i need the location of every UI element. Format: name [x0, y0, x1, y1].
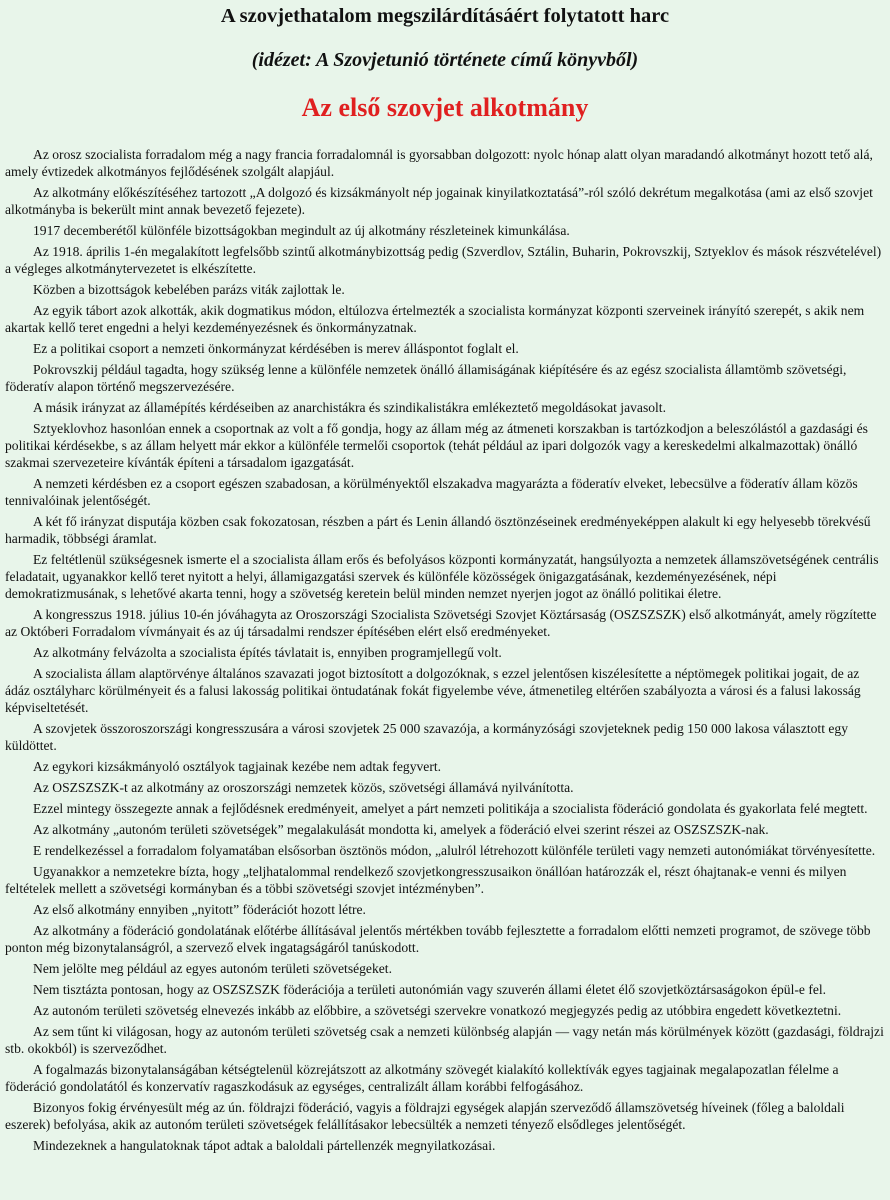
- paragraph: Sztyeklovhoz hasonlóan ennek a csoportnak az volt a fő gondja, hogy az állam még az átmeneti korszakban is tartózkodjon a beleszólástól a gazdasági és politikai kérdésekbe, s az állam helyett már ekkor a különféle termelői csoportok (tehát például az ipari dolgozók vagy a kereskedelmi alkalmazottak) önálló szakmai szervezeteire kívánták építeni a társadalom igazgatását.: [5, 421, 868, 470]
- paragraph: Az alkotmány „autonóm területi szövetségek” megalakulását mondotta ki, amelyek a föderáció elvei szerint részei az OSZSZSZK-nak.: [33, 822, 769, 837]
- paragraph: Ezzel mintegy összegezte annak a fejlődésnek eredményeit, amelyet a párt nemzeti politikája a szocialista föderáció gondolata és gyakorlata felé megtett.: [33, 801, 868, 816]
- paragraph: Az első alkotmány ennyiben „nyitott” föderációt hozott létre.: [33, 902, 366, 917]
- paragraph: Nem jelölte meg például az egyes autonóm területi szövetségeket.: [33, 961, 392, 976]
- paragraph: Pokrovszkij például tagadta, hogy szükség lenne a különféle nemzetek önálló államiságának kiépítésére és az egész szocialista államtömb szövetségi, föderatív alapon történő megszervezésére.: [5, 362, 847, 394]
- paragraph: Az orosz szocialista forradalom még a nagy francia forradalomnál is gyorsabban dolgozott: nyolc hónap alatt olyan maradandó alkotmányt hozott tető alá, amely évtizedek alkotmányos fejlődésének szolgált alapjául.: [5, 147, 873, 179]
- paragraph: 1917 decemberétől különféle bizottságokban megindult az új alkotmány részleteinek kimunkálása.: [33, 223, 570, 238]
- paragraph: Ugyanakkor a nemzetekre bízta, hogy „teljhatalommal rendelkező szovjetkongresszusaikon önállóan határozzák el, részt óhajtanak-e venni és milyen feltételek mellett a szövetségi kormányban és a többi szövetségi szovjet intézményben”.: [5, 864, 847, 896]
- body-text: [5, 146, 885, 1154]
- paragraph: Bizonyos fokig érvényesült még az ún. földrajzi föderáció, vagyis a földrajzi egységek alapján szerveződő államszövetség híveinek (főleg a baloldali eszerek) befolyása, akik az autonóm területi szövetségek felállításakor lebecsülték a nemzeti tényező elsődleges jelentőségét.: [5, 1100, 845, 1132]
- paragraph: Az 1918. április 1-én megalakított legfelsőbb szintű alkotmánybizottság pedig (Szverdlov, Sztálin, Buharin, Pokrovszkij, Sztyeklov és mások részvételével) a végleges alkotmánytervezetet is elkészítette.: [5, 244, 882, 276]
- paragraph: A fogalmazás bizonytalanságában kétségtelenül közrejátszott az alkotmány szövegét kialakító kollektívák egyes tagjainak megalapozatlan félelme a föderáció gondolatától és konzervatív ragaszkodásuk az egységes, centralizált állam korábbi felfogásához.: [5, 1062, 839, 1094]
- paragraph: Az egykori kizsákmányoló osztályok tagjainak kezébe nem adtak fegyvert.: [33, 759, 442, 774]
- paragraph: A másik irányzat az államépítés kérdéseiben az anarchistákra és szindikalistákra emlékeztető megoldásokat javasolt.: [33, 400, 666, 415]
- paragraph: Közben a bizottságok kebelében parázs viták zajlottak le.: [33, 282, 345, 297]
- paragraph: Nem tisztázta pontosan, hogy az OSZSZSZK föderációja a területi autonómián vagy szuverén állami életet élő szovjetköztársaságokon épül-e fel.: [33, 982, 827, 997]
- paragraph: Az sem tűnt ki világosan, hogy az autonóm területi szövetség csak a nemzeti különbség alapján — vagy netán más körülmények között (gazdasági, földrajzi stb. okokból) is szerveződhet.: [5, 1024, 884, 1056]
- document-title: A szovjethatalom megszilárdításáért folytatott harc: [220, 5, 670, 27]
- paragraph: Az autonóm területi szövetség elnevezés inkább az előbbire, a szövetségi szervekre vonatkozó megjegyzés pedig az utóbbira engedett következtetni.: [33, 1003, 842, 1018]
- section-title: Az első szovjet alkotmány: [301, 93, 589, 122]
- paragraph: E rendelkezéssel a forradalom folyamatában elsősorban ösztönös módon, „alulról létrehozott különféle területi vagy nemzeti autonómiákat törvényesítette.: [33, 843, 876, 858]
- document-subtitle: (idézet: A Szovjetunió története című könyvből): [251, 49, 639, 71]
- paragraph: Az egyik tábort azok alkották, akik dogmatikus módon, eltúlozva értelmezték a szocialista kormányzat központi szerveinek irányító szerepét, s akik nem akartak kellő teret engedni a helyi kezdeményezésnek és önkormányzatnak.: [5, 303, 865, 335]
- paragraph: Mindezeknek a hangulatoknak tápot adtak a baloldali pártellenzék megnyilatkozásai.: [33, 1138, 496, 1153]
- paragraph: Az alkotmány a föderáció gondolatának előtérbe állításával jelentős mértékben tovább fejlesztette a forradalom előtti nemzeti programot, de szövege több ponton még bizonytalanságról, a szervező elvek ingatagságáról tanúskodott.: [5, 923, 871, 955]
- paragraph: A szocialista állam alaptörvénye általános szavazati jogot biztosított a dolgozóknak, s ezzel jelentősen kiszélesítette a néptömegek politikai jogait, de az ádáz osztályharc körülményeit és a falusi lakosság politikai öntudatának fokát figyelembe véve, átmenetileg eltérően szabályozta a városi és a falusi lakosság képviseltetését.: [5, 666, 861, 715]
- paragraph: A két fő irányzat disputája közben csak fokozatosan, részben a párt és Lenin állandó ösztönzéseinek eredményeképpen alakult ki egy helyesebb törekvésű harmadik, többségi áramlat.: [5, 514, 871, 546]
- paragraph: A szovjetek összoroszországi kongresszusára a városi szovjetek 25 000 szavazója, a kormányzósági szovjeteknek pedig 150 000 lakosa választott egy küldöttet.: [5, 721, 849, 753]
- paragraph: Az alkotmány előkészítéséhez tartozott „A dolgozó és kizsákmányolt nép jogainak kinyilatkoztatásá”-ról szóló dekrétum megalkotása (ami az első szovjet alkotmányba is bekerült mint annak bevezető fejezete).: [5, 185, 873, 217]
- paragraph: Ez a politikai csoport a nemzeti önkormányzat kérdésében is merev álláspontot foglalt el.: [33, 341, 519, 356]
- paragraph: Az alkotmány felvázolta a szocialista építés távlatait is, ennyiben programjellegű volt.: [33, 645, 502, 660]
- paragraph: Az OSZSZSZK-t az alkotmány az oroszországi nemzetek közös, szövetségi államává nyilvánította.: [33, 780, 574, 795]
- paragraph: A nemzeti kérdésben ez a csoport egészen szabadosan, a körülményektől elszakadva magyarázta a föderatív elveket, lebecsülve a föderatív állam közös tennivalóinak jelentőségét.: [5, 476, 858, 508]
- paragraph: Ez feltétlenül szükségesnek ismerte el a szocialista állam erős és befolyásos központi kormányzatát, hangsúlyozta a nemzetek államszövetségének centrális feladatait, ugyanakkor kellő teret nyitott a helyi, államigazgatási szervek és különféle közösségek önigazgatásának, kezdeményezésének, népi demokratizmusának, s lehetővé akarta tenni, hogy a szövetség keretein belül minden nemzet nyerjen jogot az önálló politikai életre.: [5, 552, 879, 601]
- paragraph: A kongresszus 1918. július 10-én jóváhagyta az Oroszországi Szocialista Szövetségi Szovjet Köztársaság (OSZSZSZK) első alkotmányát, amely rögzítette az Októberi Forradalom vívmányait és az új társadalmi rendszer építésében elért első eredményeket.: [5, 607, 877, 639]
